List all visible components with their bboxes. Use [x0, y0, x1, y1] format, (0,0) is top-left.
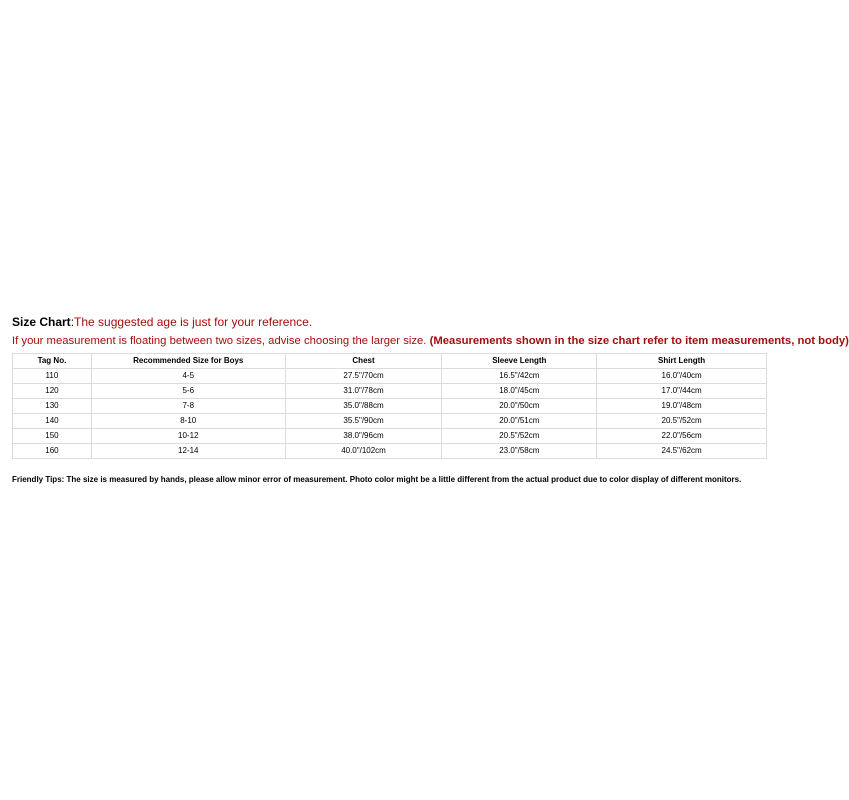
cell-recommended-size: 4-5: [91, 369, 285, 384]
header-sleeve-length: Sleeve Length: [442, 354, 597, 369]
cell-chest: 40.0"/102cm: [285, 444, 442, 459]
cell-recommended-size: 7-8: [91, 399, 285, 414]
cell-recommended-size: 5-6: [91, 384, 285, 399]
cell-tag-no: 130: [13, 399, 92, 414]
cell-sleeve-length: 18.0"/45cm: [442, 384, 597, 399]
header-row: [13, 354, 767, 369]
cell-tag-no: 150: [13, 429, 92, 444]
size-table-header: [13, 354, 767, 369]
age-reference-note: The suggested age is just for your reference.: [74, 315, 313, 329]
header-chest: Chest: [285, 354, 442, 369]
friendly-tips: Friendly Tips: The size is measured by hands, please allow minor error of measurement. Photo color might be a little different from the actual product due to color display of different monitors.: [12, 475, 742, 484]
table-row: [13, 369, 767, 384]
table-row: [13, 414, 767, 429]
cell-shirt-length: 22.0"/56cm: [597, 429, 767, 444]
cell-recommended-size: 10-12: [91, 429, 285, 444]
cell-shirt-length: 16.0"/40cm: [597, 369, 767, 384]
cell-sleeve-length: 20.0"/50cm: [442, 399, 597, 414]
cell-sleeve-length: 20.5"/52cm: [442, 429, 597, 444]
heading-separator: :: [70, 315, 75, 329]
cell-tag-no: 140: [13, 414, 92, 429]
cell-sleeve-length: 20.0"/51cm: [442, 414, 597, 429]
table-row: [13, 399, 767, 414]
cell-recommended-size: 8-10: [91, 414, 285, 429]
cell-sleeve-length: 23.0"/58cm: [442, 444, 597, 459]
size-table-body: [13, 369, 767, 459]
cell-shirt-length: 20.5"/52cm: [597, 414, 767, 429]
cell-shirt-length: 19.0"/48cm: [597, 399, 767, 414]
cell-recommended-size: 12-14: [91, 444, 285, 459]
cell-shirt-length: 24.5"/62cm: [597, 444, 767, 459]
cell-chest: 35.5"/90cm: [285, 414, 442, 429]
cell-tag-no: 160: [13, 444, 92, 459]
cell-chest: 27.5"/70cm: [285, 369, 442, 384]
header-tag-no: Tag No.: [13, 354, 92, 369]
cell-chest: 38.0"/96cm: [285, 429, 442, 444]
cell-chest: 31.0"/78cm: [285, 384, 442, 399]
size-chart-heading: [12, 315, 312, 329]
size-table: [12, 353, 767, 459]
cell-sleeve-length: 16.5"/42cm: [442, 369, 597, 384]
header-shirt-length: Shirt Length: [597, 354, 767, 369]
cell-tag-no: 110: [13, 369, 92, 384]
size-chart-label: Size Chart: [12, 315, 71, 329]
cell-shirt-length: 17.0"/44cm: [597, 384, 767, 399]
cell-tag-no: 120: [13, 384, 92, 399]
table-row: [13, 384, 767, 399]
table-row: [13, 444, 767, 459]
size-advice-text: If your measurement is floating between two sizes, advise choosing the larger size.: [12, 335, 430, 347]
table-row: [13, 429, 767, 444]
cell-chest: 35.0"/88cm: [285, 399, 442, 414]
size-advice: [12, 335, 849, 347]
header-recommended-size: Recommended Size for Boys: [91, 354, 285, 369]
size-advice-bold: (Measurements shown in the size chart refer to item measurements, not body): [429, 335, 849, 347]
